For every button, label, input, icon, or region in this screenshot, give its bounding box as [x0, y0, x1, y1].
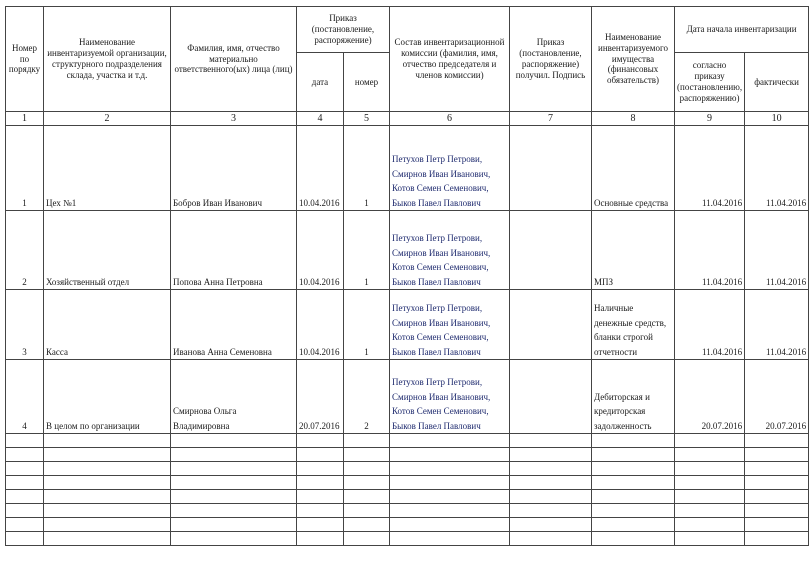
header-order-date: дата [297, 53, 344, 112]
empty-cell [297, 490, 344, 504]
empty-row [6, 434, 809, 448]
cell-start-plan: 11.04.2016 [675, 126, 745, 211]
empty-cell [44, 518, 171, 532]
empty-cell [675, 490, 745, 504]
cell-start-plan: 11.04.2016 [675, 290, 745, 360]
empty-cell [171, 448, 297, 462]
cell-order-number: 1 [344, 126, 390, 211]
cell-order-received [510, 290, 592, 360]
header-order-received: Приказ (постановление, распоряжение) получил. Подпись [510, 7, 592, 112]
empty-cell [297, 504, 344, 518]
cell-assets: Наличные денежные средств, бланки строгой отчетности [592, 290, 675, 360]
empty-cell [390, 504, 510, 518]
empty-cell [171, 462, 297, 476]
cell-order-date: 10.04.2016 [297, 211, 344, 290]
column-number: 6 [390, 112, 510, 126]
empty-cell [6, 462, 44, 476]
empty-cell [390, 434, 510, 448]
empty-cell [745, 504, 809, 518]
empty-cell [297, 518, 344, 532]
empty-cell [44, 434, 171, 448]
column-number: 4 [297, 112, 344, 126]
header-assets: Наименование инвентаризуемого имущества (финансовых обязательств) [592, 7, 675, 112]
table-row [6, 211, 809, 290]
column-number: 9 [675, 112, 745, 126]
empty-cell [6, 504, 44, 518]
empty-cell [510, 532, 592, 546]
empty-cell [592, 532, 675, 546]
empty-cell [171, 518, 297, 532]
cell-start-actual: 11.04.2016 [745, 126, 809, 211]
cell-responsible-person: Иванова Анна Семеновна [171, 290, 297, 360]
empty-cell [390, 518, 510, 532]
column-number: 7 [510, 112, 592, 126]
empty-cell [344, 434, 390, 448]
cell-order-received [510, 360, 592, 434]
empty-cell [510, 434, 592, 448]
empty-cell [592, 504, 675, 518]
column-number: 2 [44, 112, 171, 126]
cell-start-plan: 20.07.2016 [675, 360, 745, 434]
header-start-plan: согласно приказу (постановлению, распоряжению) [675, 53, 745, 112]
cell-organization: Хозяйственный отдел [44, 211, 171, 290]
empty-cell [745, 434, 809, 448]
empty-cell [390, 448, 510, 462]
empty-cell [390, 476, 510, 490]
empty-cell [510, 490, 592, 504]
table-row [6, 360, 809, 434]
empty-cell [171, 532, 297, 546]
empty-cell [510, 518, 592, 532]
empty-cell [6, 476, 44, 490]
empty-cell [44, 532, 171, 546]
cell-start-actual: 11.04.2016 [745, 290, 809, 360]
empty-cell [390, 462, 510, 476]
empty-cell [675, 476, 745, 490]
cell-commission: Петухов Петр Петрови, Смирнов Иван Иванович, Котов Семен Семенович, Быков Павел Павлович [390, 211, 510, 290]
cell-commission: Петухов Петр Петрови, Смирнов Иван Иванович, Котов Семен Семенович, Быков Павел Павлович [390, 360, 510, 434]
empty-row [6, 462, 809, 476]
empty-cell [592, 434, 675, 448]
cell-number: 2 [6, 211, 44, 290]
cell-number: 1 [6, 126, 44, 211]
empty-row [6, 518, 809, 532]
empty-cell [44, 448, 171, 462]
cell-number: 3 [6, 290, 44, 360]
empty-cell [745, 476, 809, 490]
cell-order-date: 20.07.2016 [297, 360, 344, 434]
empty-cell [344, 518, 390, 532]
empty-cell [171, 434, 297, 448]
empty-cell [745, 490, 809, 504]
empty-row [6, 448, 809, 462]
empty-cell [745, 462, 809, 476]
empty-cell [171, 504, 297, 518]
column-number: 1 [6, 112, 44, 126]
empty-cell [675, 434, 745, 448]
header-commission: Состав инвентаризационной комиссии (фамилия, имя, отчество председателя и членов комиссии) [390, 7, 510, 112]
empty-cell [344, 490, 390, 504]
header-order-number: номер [344, 53, 390, 112]
empty-cell [745, 518, 809, 532]
empty-cell [44, 462, 171, 476]
header-number: Номер по порядку [6, 7, 44, 112]
cell-start-plan: 11.04.2016 [675, 211, 745, 290]
empty-cell [510, 448, 592, 462]
empty-cell [675, 504, 745, 518]
empty-cell [510, 462, 592, 476]
cell-order-number: 2 [344, 360, 390, 434]
header-organization: Наименование инвентаризуемой организации, структурного подразделения склада, участка и т.д. [44, 7, 171, 112]
cell-responsible-person: Бобров Иван Иванович [171, 126, 297, 211]
cell-order-number: 1 [344, 211, 390, 290]
empty-cell [592, 490, 675, 504]
empty-cell [592, 462, 675, 476]
column-numbers-row [6, 112, 809, 126]
empty-row [6, 490, 809, 504]
cell-responsible-person: Попова Анна Петровна [171, 211, 297, 290]
empty-cell [6, 518, 44, 532]
header-responsible-person: Фамилия, имя, отчество материально ответственного(ых) лица (лиц) [171, 7, 297, 112]
cell-order-date: 10.04.2016 [297, 126, 344, 211]
empty-cell [390, 490, 510, 504]
empty-cell [592, 476, 675, 490]
cell-order-received [510, 126, 592, 211]
cell-assets: МПЗ [592, 211, 675, 290]
table-row [6, 290, 809, 360]
cell-commission: Петухов Петр Петрови, Смирнов Иван Иванович, Котов Семен Семенович, Быков Павел Павлович [390, 290, 510, 360]
empty-cell [171, 476, 297, 490]
empty-cell [297, 434, 344, 448]
cell-assets: Дебиторская и кредиторская задолженность [592, 360, 675, 434]
empty-cell [297, 532, 344, 546]
column-number: 10 [745, 112, 809, 126]
empty-cell [344, 532, 390, 546]
cell-responsible-person: Смирнова Ольга Владимировна [171, 360, 297, 434]
empty-row [6, 504, 809, 518]
empty-cell [675, 462, 745, 476]
empty-cell [592, 518, 675, 532]
empty-cell [675, 532, 745, 546]
empty-cell [344, 462, 390, 476]
empty-cell [675, 448, 745, 462]
cell-organization: Касса [44, 290, 171, 360]
cell-order-received [510, 211, 592, 290]
empty-cell [6, 434, 44, 448]
empty-cell [297, 448, 344, 462]
column-number: 8 [592, 112, 675, 126]
cell-organization: Цех №1 [44, 126, 171, 211]
cell-start-actual: 20.07.2016 [745, 360, 809, 434]
empty-cell [44, 476, 171, 490]
empty-cell [297, 476, 344, 490]
empty-cell [745, 448, 809, 462]
empty-cell [44, 490, 171, 504]
empty-row [6, 476, 809, 490]
empty-cell [510, 504, 592, 518]
table-row [6, 126, 809, 211]
empty-cell [171, 490, 297, 504]
empty-cell [390, 532, 510, 546]
empty-cell [344, 504, 390, 518]
inventory-order-table [5, 6, 809, 546]
column-number: 5 [344, 112, 390, 126]
cell-order-number: 1 [344, 290, 390, 360]
empty-cell [344, 448, 390, 462]
header-start-actual: фактически [745, 53, 809, 112]
header-start-date: Дата начала инвентаризации [675, 7, 809, 53]
empty-cell [6, 532, 44, 546]
empty-cell [592, 448, 675, 462]
cell-commission: Петухов Петр Петрови, Смирнов Иван Иванович, Котов Семен Семенович, Быков Павел Павлович [390, 126, 510, 211]
column-number: 3 [171, 112, 297, 126]
empty-cell [6, 448, 44, 462]
empty-cell [297, 462, 344, 476]
empty-cell [745, 532, 809, 546]
empty-row [6, 532, 809, 546]
empty-cell [675, 518, 745, 532]
cell-assets: Основные средства [592, 126, 675, 211]
cell-start-actual: 11.04.2016 [745, 211, 809, 290]
empty-cell [344, 476, 390, 490]
empty-cell [510, 476, 592, 490]
header-order: Приказ (постановление, распоряжение) [297, 7, 390, 53]
cell-order-date: 10.04.2016 [297, 290, 344, 360]
empty-cell [44, 504, 171, 518]
cell-organization: В целом по организации [44, 360, 171, 434]
cell-number: 4 [6, 360, 44, 434]
empty-cell [6, 490, 44, 504]
